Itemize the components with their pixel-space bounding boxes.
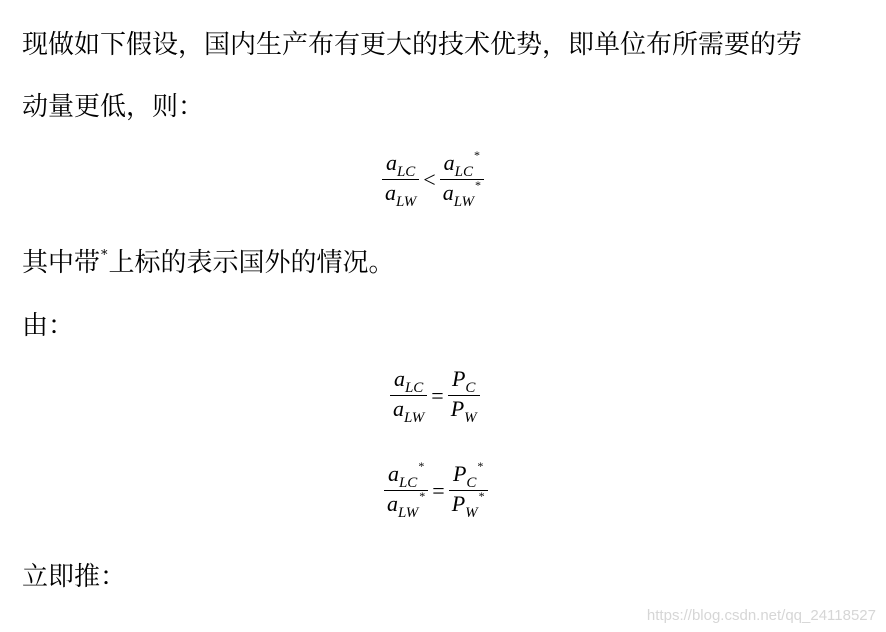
var-subscript: W xyxy=(464,410,477,426)
star-superscript: * xyxy=(477,459,484,473)
fraction-lhs xyxy=(390,366,427,425)
derive-line: 立即推： xyxy=(22,562,127,592)
var-subscript: LW xyxy=(398,505,419,521)
var-subscript: LC xyxy=(398,475,418,491)
var-base: P xyxy=(451,366,466,391)
star-superscript: * xyxy=(474,148,481,162)
star-superscript: * xyxy=(418,459,425,473)
relation-equals: = xyxy=(431,382,444,408)
var-base: a xyxy=(443,150,455,175)
formula-foreign xyxy=(384,461,488,520)
var-subscript: LC xyxy=(454,164,474,180)
var-base: a xyxy=(387,461,399,486)
note-star: * xyxy=(101,248,108,263)
star-superscript: * xyxy=(474,178,481,192)
var-base: a xyxy=(385,150,397,175)
intro-line-1: 现做如下假设，国内生产布有更大的技术优势，即单位布所需要的劳 xyxy=(22,30,803,60)
var-subscript: C xyxy=(466,475,477,491)
var-base: P xyxy=(452,461,467,486)
star-superscript: * xyxy=(419,489,426,503)
fraction-rhs xyxy=(449,461,488,520)
fraction-lhs xyxy=(384,461,428,520)
var-base: a xyxy=(387,491,398,516)
formula-domestic xyxy=(390,366,480,425)
var-subscript: LC xyxy=(396,164,416,180)
var-base: a xyxy=(385,180,396,205)
intro-line-2: 动量更低，则： xyxy=(22,92,205,122)
var-subscript: LW xyxy=(396,194,417,210)
var-subscript: LW xyxy=(404,410,425,426)
var-base: a xyxy=(442,180,454,205)
since-line: 由： xyxy=(22,311,75,341)
var-base: P xyxy=(451,491,466,516)
fraction-rhs xyxy=(448,366,480,425)
var-subscript: LW xyxy=(453,194,474,210)
note-after: 上标的表示国外的情况。 xyxy=(108,248,395,278)
var-subscript: LC xyxy=(404,380,424,396)
var-base: a xyxy=(393,396,404,421)
var-subscript: W xyxy=(465,505,478,521)
relation-less-than: < xyxy=(423,166,436,192)
note-before: 其中带 xyxy=(22,248,101,278)
watermark: https://blog.csdn.net/qq_24118527 xyxy=(646,607,876,624)
fraction-rhs xyxy=(440,150,484,209)
relation-equals: = xyxy=(432,477,445,503)
note-line xyxy=(22,248,395,283)
var-base: a xyxy=(393,366,405,391)
fraction-lhs xyxy=(382,150,419,209)
var-subscript: C xyxy=(465,380,476,396)
formula-inequality xyxy=(382,150,484,209)
star-superscript: * xyxy=(478,489,485,503)
var-base: P xyxy=(450,396,465,421)
